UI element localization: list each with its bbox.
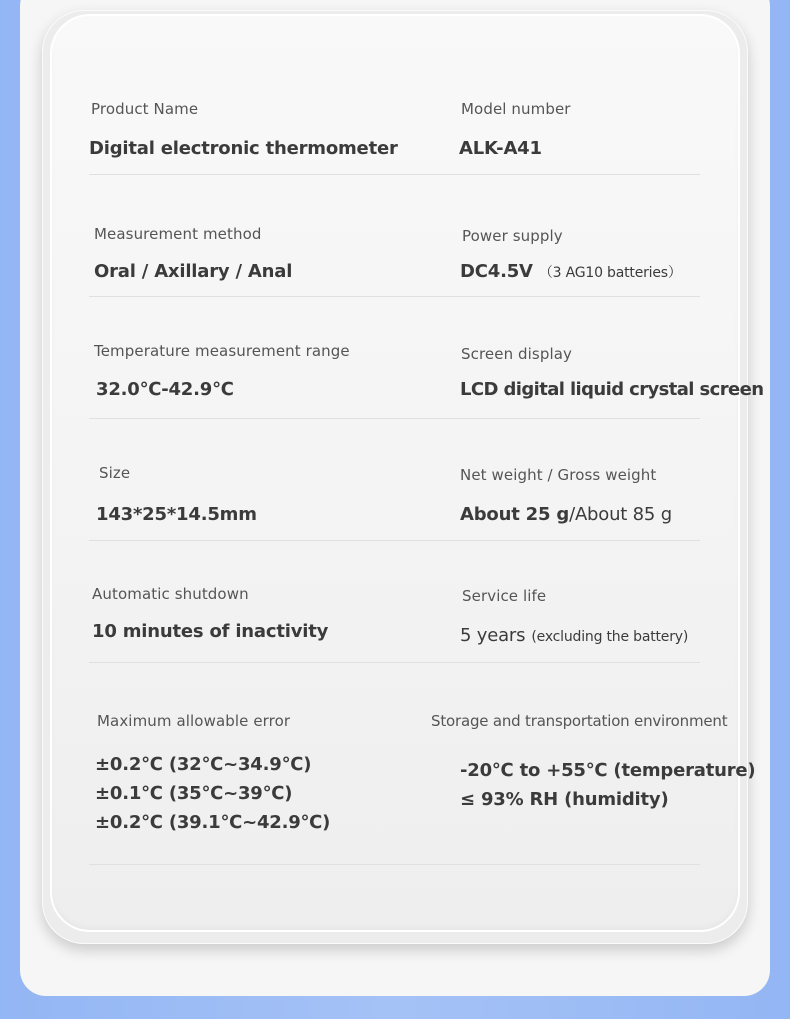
row-divider [89, 296, 700, 297]
weight-value [460, 504, 672, 525]
power-supply-value [460, 261, 682, 282]
service-life-value [460, 625, 688, 646]
maximum-error-line: ±0.1℃ (35℃~39℃) [95, 783, 293, 804]
gross-weight: /About 85 g [569, 504, 672, 525]
automatic-shutdown-label: Automatic shutdown [92, 585, 249, 603]
temperature-range-label: Temperature measurement range [94, 342, 350, 360]
weight-label: Net weight / Gross weight [460, 466, 657, 484]
power-supply-label: Power supply [462, 227, 563, 245]
storage-environment-label: Storage and transportation environment [431, 712, 728, 730]
screen-display-label: Screen display [461, 345, 572, 363]
power-supply-note: （3 AG10 batteries） [538, 265, 682, 281]
row-divider [89, 418, 700, 419]
net-weight: About 25 g [460, 504, 570, 525]
size-label: Size [99, 464, 131, 482]
storage-environment-value [460, 756, 755, 814]
measurement-method-value: Oral / Axillary / Anal [94, 261, 293, 282]
row-divider [89, 174, 700, 175]
maximum-error-line: ±0.2℃ (32℃~34.9℃) [95, 754, 312, 775]
product-name-label: Product Name [91, 100, 199, 118]
product-name-value: Digital electronic thermometer [89, 138, 398, 159]
service-life-note: (excluding the battery) [531, 629, 689, 645]
service-life-label: Service life [462, 587, 547, 605]
service-life-years: 5 years [460, 625, 526, 646]
power-supply-voltage: DC4.5V [460, 261, 533, 282]
temperature-range-value: 32.0℃-42.9℃ [96, 379, 234, 400]
row-divider [89, 662, 700, 663]
model-number-value: ALK-A41 [459, 138, 542, 159]
screen-display-value: LCD digital liquid crystal screen [460, 379, 764, 400]
measurement-method-label: Measurement method [94, 225, 262, 243]
row-divider [89, 540, 700, 541]
storage-environment-line: ≤ 93% RH (humidity) [460, 789, 669, 810]
model-number-label: Model number [461, 100, 571, 118]
size-value: 143*25*14.5mm [96, 504, 257, 525]
maximum-error-label: Maximum allowable error [97, 712, 291, 730]
storage-environment-line: -20℃ to +55℃ (temperature) [460, 760, 756, 781]
maximum-error-value [95, 750, 330, 837]
row-divider [89, 864, 700, 865]
automatic-shutdown-value: 10 minutes of inactivity [92, 621, 329, 642]
maximum-error-line: ±0.2℃ (39.1℃~42.9℃) [95, 812, 331, 833]
